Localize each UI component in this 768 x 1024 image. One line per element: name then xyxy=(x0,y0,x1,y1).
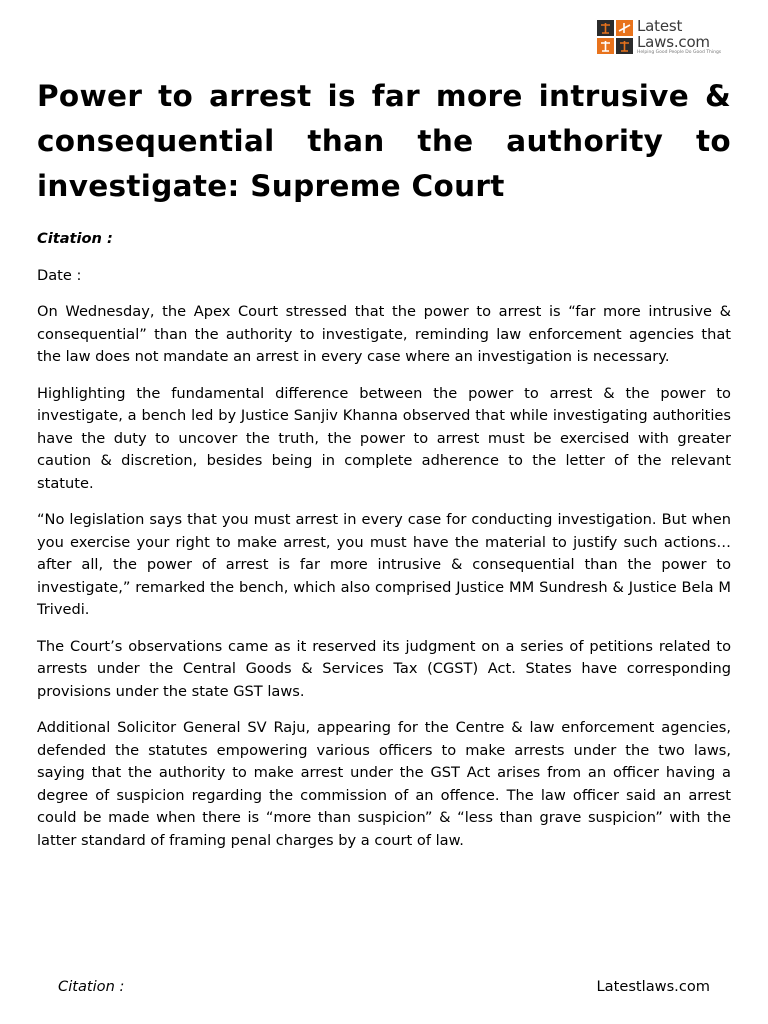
logo-line-latest: Latest xyxy=(637,17,683,35)
footer-citation: Citation : xyxy=(58,978,125,995)
logo-line-laws: Laws.com xyxy=(637,33,710,51)
latestlaws-logo[interactable] xyxy=(597,18,737,58)
logo-tagline: Helping Good People Do Good Things xyxy=(637,50,722,55)
paragraph-1: On Wednesday, the Apex Court stressed that the power to arrest is “far more intrusive & consequential” than the authority to investigate, reminding law enforcement agencies that the law does not mandate an arrest in every case where an investigation is necessary. xyxy=(37,303,731,365)
citation-label: Citation : xyxy=(37,230,113,247)
article-title: Power to arrest is far more intrusive & consequential than the authority to investigate: Supreme Court xyxy=(37,79,731,203)
date-label: Date : xyxy=(37,266,82,284)
article-body xyxy=(37,228,731,866)
paragraph-4: The Court’s observations came as it reserved its judgment on a series of petitions related to arrests under the Central Goods & Services Tax (CGST) Act. States have corresponding provisions under the state GST laws. xyxy=(37,637,731,700)
logo-wordmark xyxy=(637,18,721,56)
paragraph-2: Highlighting the fundamental difference between the power to arrest & the power to investigate, a bench led by Justice Sanjiv Khanna observed that while investigating authorities have the duty to uncover the truth, the power to arrest must be exercised with greater caution & discretion, besides being in complete adherence to the letter of the relevant statute. xyxy=(37,384,731,492)
footer-site-link[interactable]: Latestlaws.com xyxy=(596,978,710,995)
scales-of-justice-icon xyxy=(597,20,633,54)
paragraph-3: “No legislation says that you must arrest in every case for conducting investigation. But when you exercise your right to make arrest, you must have the material to justify such actions…after all, the power of arrest is far more intrusive & consequential than the power to investigate,” remarked the bench, which also comprised Justice MM Sundresh & Justice Bela M Trivedi. xyxy=(37,511,731,618)
paragraph-5: Additional Solicitor General SV Raju, appearing for the Centre & law enforcement agencies, defended the statutes empowering various officers to make arrests under the two laws, saying that the authority to make arrest under the GST Act arises from an officer having a degree of suspicion regarding the commission of an offence. The law officer said an arrest could be made when there is “more than suspicion” & “less than grave suspicion” with the latter standard of framing penal charges by a court of law. xyxy=(37,719,731,849)
